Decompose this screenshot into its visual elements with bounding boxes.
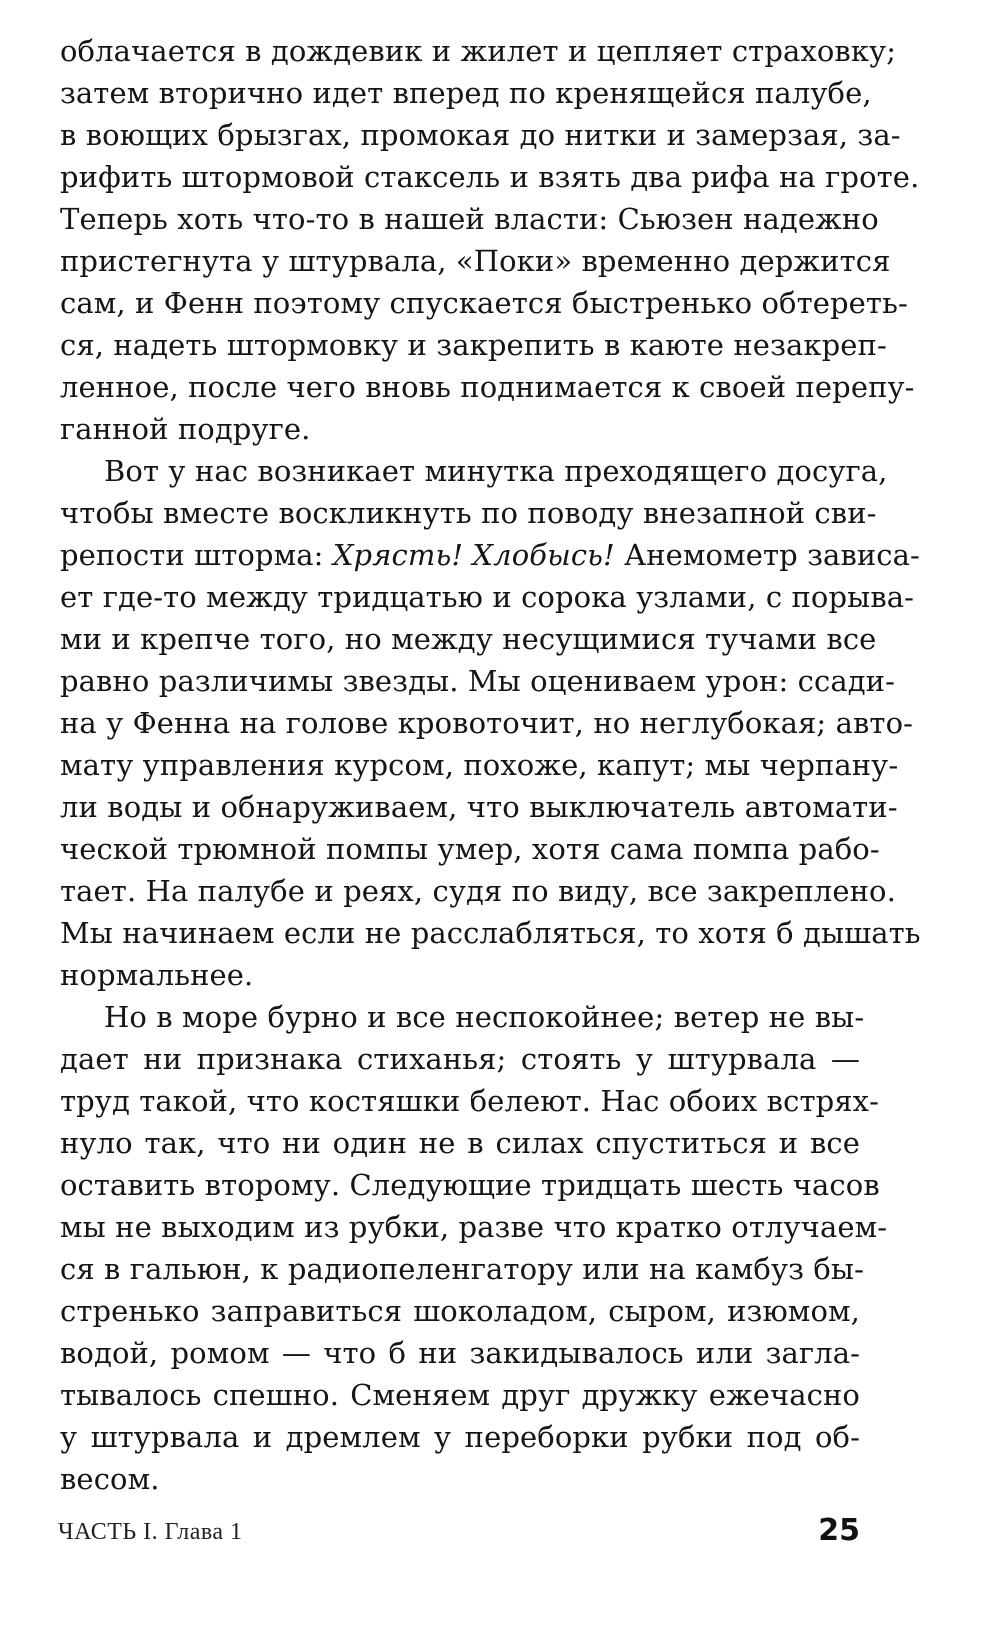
- paragraph-3: [60, 996, 888, 1500]
- text-line: у штурвала и дремлем у переборки рубки под об-: [60, 1420, 860, 1454]
- text-line: труд такой, что костяшки белеют. Нас обоих встрях-: [60, 1084, 879, 1118]
- text-segment: Анемометр зависа-: [614, 538, 920, 572]
- text-line-with-italic: [60, 534, 920, 576]
- paragraph-1: [60, 30, 920, 450]
- text-line: тает. На палубе и реях, судя по виду, все закреплено.: [60, 874, 896, 908]
- text-line: ет где-то между тридцатью и сорока узлами, с порыва-: [60, 580, 915, 614]
- text-line: ческой трюмной помпы умер, хотя сама помпа рабо-: [60, 832, 880, 866]
- text-line: весом.: [60, 1462, 160, 1496]
- text-line: тывалось спешно. Сменяем друг дружку ежечасно: [60, 1378, 860, 1412]
- page-number: 25: [818, 1513, 860, 1548]
- text-line: мату управления курсом, похоже, капут; мы черпану-: [60, 748, 899, 782]
- text-line: ли воды и обнаруживаем, что выключатель автомати-: [60, 790, 898, 824]
- text-line: Но в море бурно и все неспокойнее; ветер не вы-: [104, 1000, 865, 1034]
- text-line: чтобы вместе воскликнуть по поводу внезапной сви-: [60, 496, 877, 530]
- paragraph-2: [60, 450, 921, 996]
- text-line: ся, надеть штормовку и закрепить в каюте незакреп-: [60, 328, 887, 362]
- running-head: ЧАСТЬ I. Глава 1: [58, 1519, 243, 1545]
- text-line: мы не выходим из рубки, разве что кратко отлучаем-: [60, 1210, 888, 1244]
- text-line: затем вторично идет вперед по кренящейся палубе,: [60, 76, 872, 110]
- text-line: Мы начинаем если не расслабляться, то хотя б дышать: [60, 916, 921, 950]
- text-line: сам, и Фенн поэтому спускается быстренько обтереть-: [60, 286, 908, 320]
- text-line: ленное, после чего вновь поднимается к своей перепу-: [60, 370, 915, 404]
- text-line: равно различимы звезды. Мы оцениваем урон: ссади-: [60, 664, 895, 698]
- text-line: в воющих брызгах, промокая до нитки и замерзая, за-: [60, 118, 901, 152]
- text-line: ганной подруге.: [60, 412, 311, 446]
- text-line: Теперь хоть что-то в нашей власти: Сьюзен надежно: [60, 202, 879, 236]
- text-line: на у Фенна на голове кровоточит, но неглубокая; авто-: [60, 706, 914, 740]
- text-line: нормальнее.: [60, 958, 254, 992]
- text-line: дает ни признака стиханья; стоять у штурвала —: [60, 1042, 860, 1076]
- text-line: рифить штормовой стаксель и взять два рифа на гроте.: [60, 160, 920, 194]
- text-line: Вот у нас возникает минутка преходящего досуга,: [104, 454, 888, 488]
- text-line: водой, ромом — что б ни закидывалось или загла-: [60, 1336, 860, 1370]
- text-line: стренько заправиться шоколадом, сыром, изюмом,: [60, 1294, 860, 1328]
- text-line: нуло так, что ни один не в силах спуститься и все: [60, 1126, 860, 1160]
- text-segment: репости шторма:: [60, 538, 333, 572]
- page-body: [60, 30, 921, 1500]
- page-footer: [58, 1513, 860, 1553]
- text-line: оставить второму. Следующие тридцать шесть часов: [60, 1168, 880, 1202]
- italic-exclamation: Хрясть! Хлобысь!: [332, 538, 615, 572]
- text-line: ми и крепче того, но между несущимися тучами все: [60, 622, 877, 656]
- text-line: облачается в дождевик и жилет и цепляет страховку;: [60, 34, 897, 68]
- text-line: пристегнута у штурвала, «Поки» временно держится: [60, 244, 891, 278]
- text-line: ся в гальюн, к радиопеленгатору или на камбуз бы-: [60, 1252, 864, 1286]
